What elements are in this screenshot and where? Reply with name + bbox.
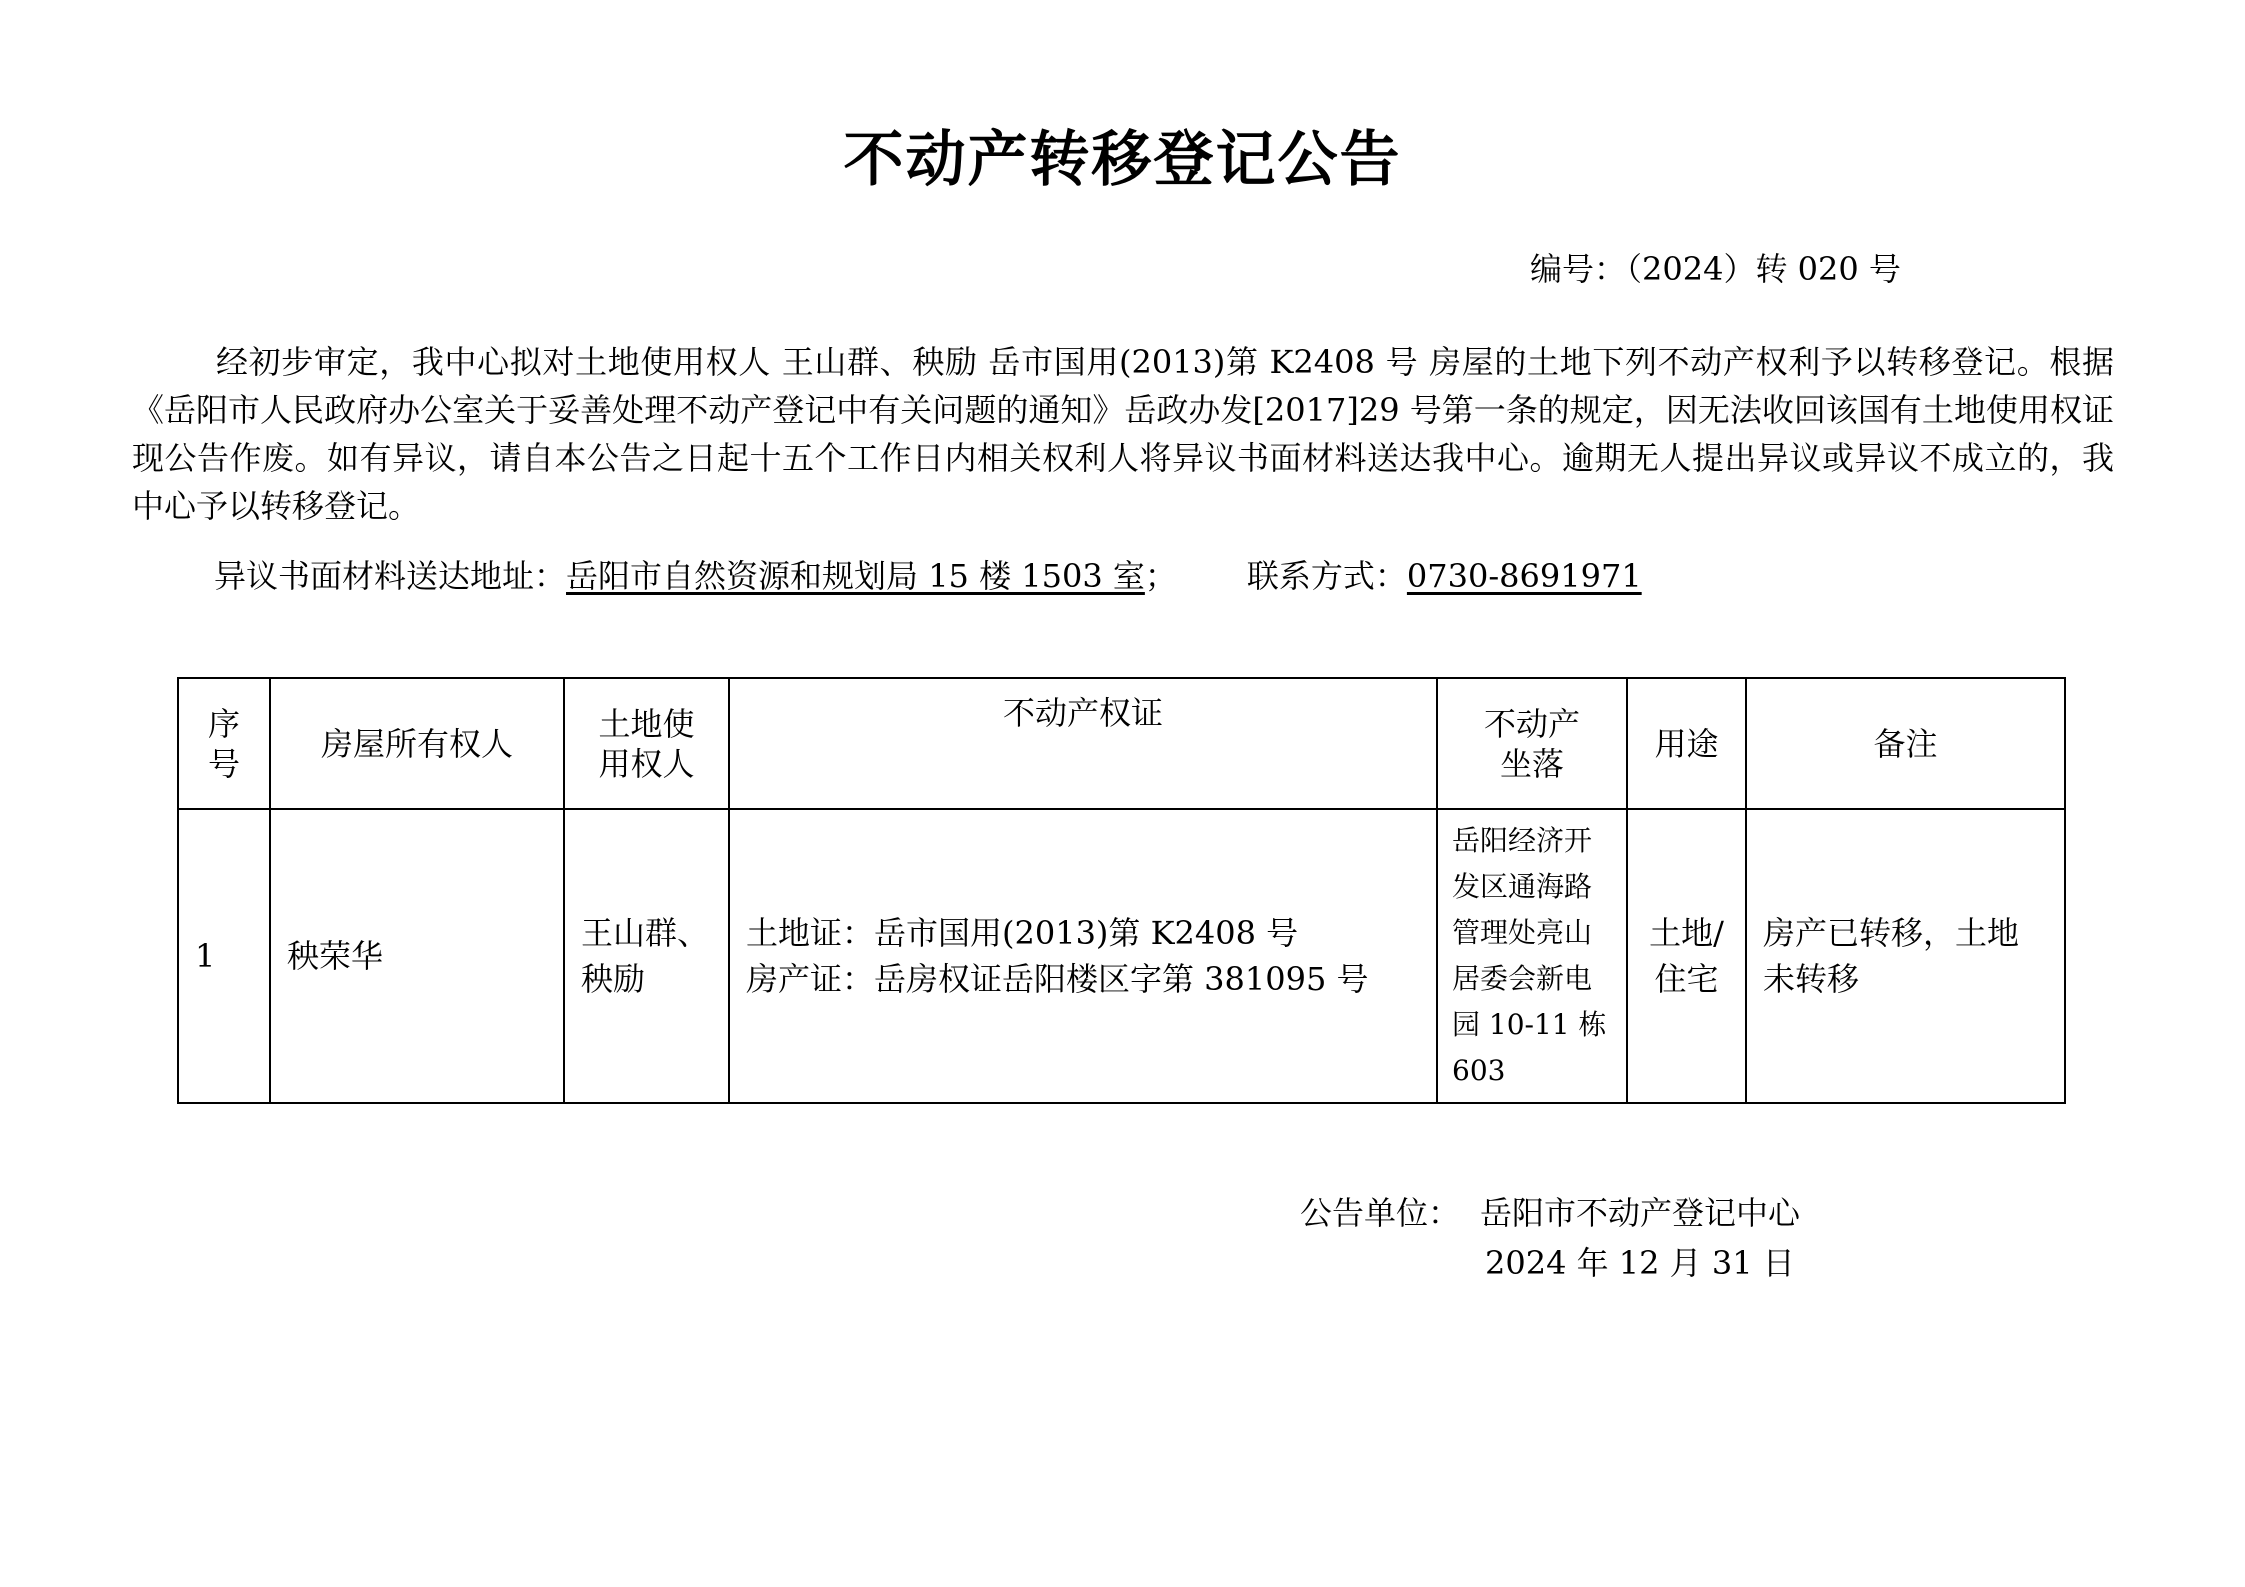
- table-row: [178, 809, 2065, 1103]
- header-certificate: 不动产权证: [729, 678, 1437, 809]
- cell-certificate: [729, 809, 1437, 1103]
- issuing-unit: [1300, 1188, 1800, 1234]
- document-number: 编号：（2024）转 020 号: [1530, 250, 1901, 288]
- notice-body: 经初步审定，我中心拟对土地使用权人 王山群、秧励 岳市国用(2013)第 K2408 号 房屋的土地下列不动产权利予以转移登记。根据《岳阳市人民政府办公室关于妥善处理不动产登记中有关问题的通知》岳政办发[2017]29 号第一条的规定，因无法收回该国有土地使用权证现公告作废。如有异议，请自本公告之日起十五个工作日内相关权利人将异议书面材料送达我中心。逾期无人提出异议或异议不成立的，我中心予以转移登记。: [132, 343, 2114, 525]
- contact-value: 0730-8691971: [1406, 557, 1642, 595]
- header-location: 不动产坐落: [1437, 678, 1627, 809]
- address-label: 异议书面材料送达地址：: [214, 557, 567, 595]
- page-title: 不动产转移登记公告: [843, 125, 1402, 195]
- issue-date: 2024 年 12 月 31 日: [1485, 1244, 1795, 1282]
- issuing-unit-label: 公告单位：: [1300, 1194, 1461, 1232]
- address-value: 岳阳市自然资源和规划局 15 楼 1503 室: [566, 557, 1145, 595]
- cell-owner: 秧荣华: [270, 809, 564, 1103]
- table-header-row: [178, 678, 2065, 809]
- header-land-user: 土地使用权人: [564, 678, 729, 809]
- issuing-unit-name: 岳阳市不动产登记中心: [1480, 1194, 1801, 1232]
- header-use: 用途: [1627, 678, 1746, 809]
- cell-seq: 1: [178, 809, 270, 1103]
- header-owner: 房屋所有权人: [270, 678, 564, 809]
- header-remarks: 备注: [1746, 678, 2065, 809]
- contact-label: 联系方式：: [1246, 557, 1407, 595]
- cell-location: 岳阳经济开发区通海路管理处亮山居委会新电园 10-11 栋 603: [1437, 809, 1627, 1103]
- certificate-land: 土地证：岳市国用(2013)第 K2408 号: [746, 914, 1299, 952]
- address-separator: ；: [1144, 557, 1177, 595]
- header-seq: 序号: [178, 678, 270, 809]
- cell-land-user: 王山群、秧励: [564, 809, 729, 1103]
- cell-remarks: 房产已转移，土地未转移: [1746, 809, 2065, 1103]
- property-table: [177, 677, 2066, 1104]
- certificate-house: 房产证：岳房权证岳阳楼区字第 381095 号: [746, 960, 1369, 998]
- cell-use: 土地/住宅: [1627, 809, 1746, 1103]
- address-line: [214, 551, 1642, 597]
